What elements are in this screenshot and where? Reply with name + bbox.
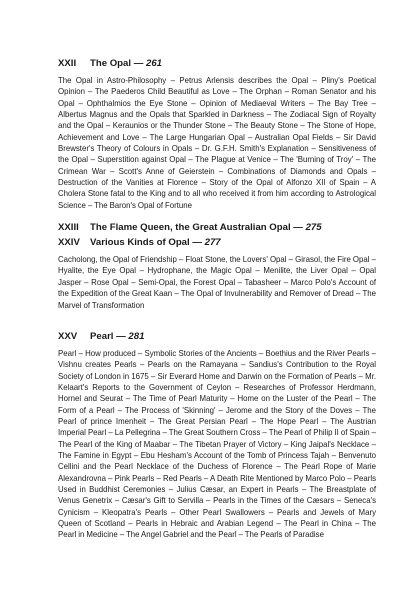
chapter-entry xyxy=(58,58,376,211)
chapter-page-number: 261 xyxy=(145,58,162,69)
chapter-number: XXII xyxy=(58,58,77,69)
chapter-separator: — xyxy=(189,237,205,249)
chapter-description: The Opal in Astro-Philosophy – Petrus Arlensis describes the Opal – Pliny's Poetical Opinion – The Paederos Child Beautiful as Love – The Orphan – Roman Senator and his Opal – Ophthalmios the Eye Stone – Opinion of Mediaeval Writers – The Bay Tree – Albertus Magnus and the Opals that Sparkled in Darkness – The Zodiacal Sign of Royalty and the Opal – Keraunios or the Thunder Stone – The Beauty Stone – The Stone of Hope, Achievement and Love – The Large Hungarian Opal – Australian Opal Fields – Sir David Brewster's Theory of Colours in Opals – Dr. G.F.H. Smith's Explanation – Sensitiveness of the Opal – Superstition against Opal – The Plague at Venice – The 'Burning of Troy' – The Crimean War – Scott's Anne of Geierstein – Combinations of Diamonds and Opals – Destruction of the Vanities at Florence – Story of the Opal of Alfonzo XII of Spain – A Cholera Stone fatal to the King and to all who received it from him according to Astrological Science – The Baron's Opal of Fortune xyxy=(58,76,376,210)
chapter-number: XXIII xyxy=(58,222,79,234)
contents-page xyxy=(58,58,376,541)
chapter-description: Pearl – How produced – Symbolic Stories of the Ancients – Boethius and the River Pearls – Vishnu creates Pearls – Pearls on the Ramayana – Sandius's Contribution to the Royal Society of London in 1675 – Sir Everard Home and Darwin on the Formation of Pearls – Mr. Kelaart's Reports to the Government of Ceylon – Researches of Professor Herdmann, Hornel and Seurat – The Time of Pearl Maturity – Home on the Luster of the Pearl – The Form of a Pearl – The Process of 'Skinning' – Jerome and the Story of the Doves – The Pearl of prince Imenheit – The Great Persian Pearl – The Hope Pearl – The Austrian Imperial Pearl – La Pellegrina – The Great Southern Cross – The Pearl of Philip II of Spain – The Pearl of the King of Maabar – The Tibetan Prayer of Victory – King Jaipal's Necklace – The Famine in Egypt – Ebu Hesham's Account of the Tomb of Princess Tajah – Benvenuto Cellini and the Pearl Necklace of the Duchess of Florence – The Pearl Rope of Marie Alexandrovna – Pink Pearls – Red Pearls – A Death Rite Mentioned by Marco Polo – Pearls Used in Buddhist Ceremonies – Julius Cæsar, an Expert in Pearls – The Breastplate of Venus Genetrix – Cæsar's Gift to Servilla – Pearls in the Times of the Cæsars – Seneca's Cynicism – Kleopatra's Pearls – Other Pearl Swallowers – Pearls and Jewels of Mary Queen of Scotland – Pearls in Hebraic and Arabian Legend – The Pearl in China – The Pearl in Medicine – The Angel Gabriel and the Pearl – The Pearls of Paradise xyxy=(58,348,376,540)
chapter-title: The Opal xyxy=(90,58,132,69)
chapter-separator: — xyxy=(290,222,306,234)
chapter-entry xyxy=(58,237,376,311)
chapter-separator: — xyxy=(113,330,129,342)
chapter-heading xyxy=(58,222,376,234)
chapter-entry xyxy=(58,331,376,541)
chapter-title: Pearl xyxy=(90,330,114,342)
chapter-heading xyxy=(58,58,376,70)
chapter-description: Cacholong, the Opal of Friendship – Float Stone, the Lovers' Opal – Girasol, the Fire Opal – Hyalite, the Eye Opal – Hydrophane, the Magic Opal – Menilite, the Liver Opal – Opal Jasper – Rose Opal – Semi-Opal, the Forest Opal – Tabasheer – Marco Polo's Account of the Expedition of the Great Kaan – The Opal of Invulnerability and Remover of Dread – The Marvel of Transformation xyxy=(58,255,376,310)
chapter-heading xyxy=(58,237,376,249)
chapter-page-number: 275 xyxy=(305,222,322,234)
chapter-title: The Flame Queen, the Great Australian Opal xyxy=(90,222,291,234)
chapter-entry xyxy=(58,222,376,234)
chapter-title: Various Kinds of Opal xyxy=(90,237,190,249)
chapter-page-number: 277 xyxy=(204,237,221,249)
chapter-number: XXV xyxy=(58,330,78,342)
chapter-page-number: 281 xyxy=(128,330,145,342)
chapter-separator: — xyxy=(131,58,146,69)
chapter-heading xyxy=(58,331,376,343)
chapter-number: XXIV xyxy=(58,237,80,249)
